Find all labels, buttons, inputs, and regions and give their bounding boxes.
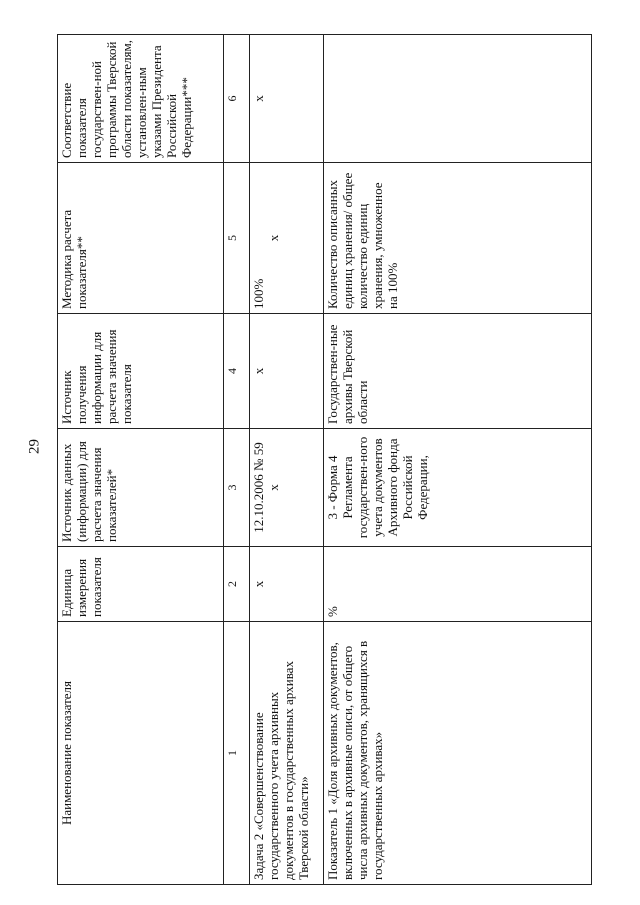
task-match: х (250, 35, 324, 163)
header-match: Соответствие показателя государствен-ной программы Тверской области показателям, установлен-ным указами Президента Российской Федерации*** (58, 35, 224, 163)
indicator-info-source: Государствен-ные архивы Тверской области (324, 314, 592, 429)
task-row (250, 35, 324, 885)
table-container (57, 35, 592, 885)
header-unit: Единица измерения показателя (58, 547, 224, 622)
task-method (250, 163, 324, 314)
indicator-data-source: 3 - Форма 4 Регламента государствен-ного учета документов Архивного фонда Российской Федерации, (324, 429, 592, 547)
task-data-source (250, 429, 324, 547)
indicator-row (324, 35, 592, 885)
task-unit: х (250, 547, 324, 622)
column-number: 4 (223, 314, 249, 429)
column-number: 1 (223, 622, 249, 885)
header-data-source: Источник данных (информации) для расчета значения показателей* (58, 429, 224, 547)
column-number: 2 (223, 547, 249, 622)
column-number: 5 (223, 163, 249, 314)
task-data-source-date: 12.10.2006 № 59 (251, 442, 267, 533)
indicator-method: Количество описанных единиц хранения/ общее количество единиц хранения, умноженное на 100% (324, 163, 592, 314)
task-method-value: 100% (251, 278, 267, 309)
column-number: 6 (223, 35, 249, 163)
header-name: Наименование показателя (58, 622, 224, 885)
column-number: 3 (223, 429, 249, 547)
header-info-source: Источник получения информации для расчета значения показателя (58, 314, 224, 429)
task-method-mark: х (266, 234, 282, 242)
task-data-source-mark: х (266, 484, 282, 491)
header-row (58, 35, 224, 885)
indicator-unit: % (324, 547, 592, 622)
column-number-row (223, 35, 249, 885)
task-info-source: х (250, 314, 324, 429)
indicator-name: Показатель 1 «Доля архивных документов, включенных в архивные описи, от общего числа архивных документов, хранящихся в государственных архивах» (324, 622, 592, 885)
page-number: 29 (26, 439, 43, 454)
indicator-table (57, 34, 592, 885)
indicator-match (324, 35, 592, 163)
header-method: Методика расчета показателя** (58, 163, 224, 314)
task-name: Задача 2 «Совершенствование государственного учета архивных документов в государственных архивах Тверской области» (250, 622, 324, 885)
